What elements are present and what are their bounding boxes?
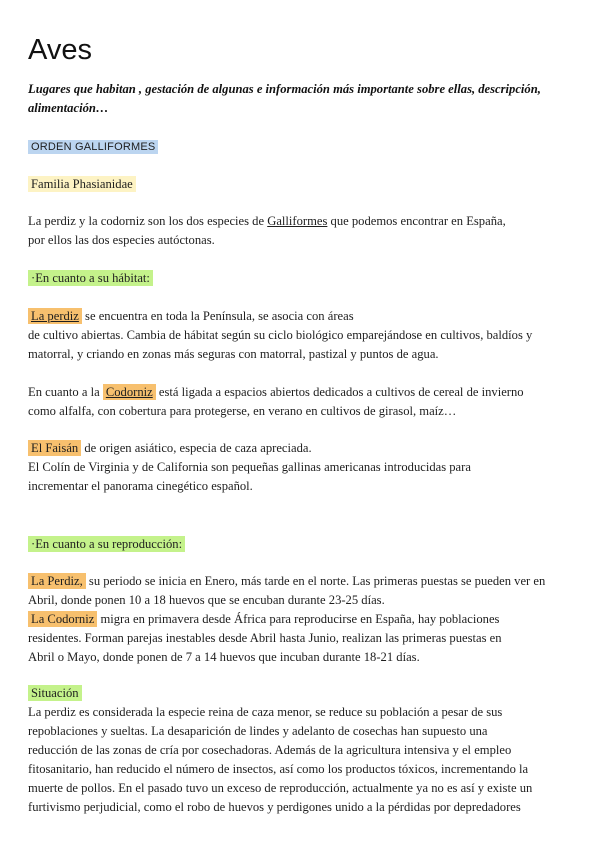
familia-label: Familia Phasianidae xyxy=(28,176,136,192)
faisan-text-3: incrementar el panorama cinegético español. xyxy=(28,479,253,493)
situacion-line: muerte de pollos. En el pasado tuvo un exceso de reproducción, actualmente ya no es así y existe un xyxy=(28,781,533,795)
familia-heading xyxy=(28,175,576,194)
reproduccion-heading-label: ·En cuanto a su reproducción: xyxy=(28,536,185,552)
faisan-text-2: El Colín de Virginia y de California son pequeñas gallinas americanas introducidas para xyxy=(28,460,471,474)
page-title: Aves xyxy=(28,34,92,66)
situacion-line: furtivismo perjudicial, como el robo de huevos y perdigones unido a la pérdidas por depredadores xyxy=(28,800,521,814)
repro-perdiz-label: La Perdiz, xyxy=(28,573,86,589)
habitat-heading-label: ·En cuanto a su hábitat: xyxy=(28,270,153,286)
orden-label: ORDEN GALLIFORMES xyxy=(28,140,158,154)
repro-codorniz-text-3: Abril o Mayo, donde ponen de 7 a 14 huevos que incuban durante 18-21 días. xyxy=(28,650,420,664)
repro-perdiz-text-2: Abril, donde ponen 10 a 18 huevos que se encuban durante 23-25 días. xyxy=(28,593,385,607)
situacion-line: La perdiz es considerada la especie reina de caza menor, se reduce su población a pesar de sus xyxy=(28,705,503,719)
habitat-faisan-paragraph xyxy=(28,439,576,496)
intro-paragraph xyxy=(28,212,576,250)
perdiz-text-2: de cultivo abiertas. Cambia de hábitat según su ciclo biológico emparejándose en cultivos, baldíos y xyxy=(28,328,533,342)
repro-codorniz-label: La Codorniz xyxy=(28,611,97,627)
situacion-line: reducción de las zonas de cría por cosechadoras. Además de la agricultura intensiva y el empleo xyxy=(28,743,512,757)
repro-codorniz-text-2: residentes. Forman parejas inestables desde Abril hasta Junio, realizan las primeras puestas en xyxy=(28,631,502,645)
intro-text-line2: por ellos las dos especies autóctonas. xyxy=(28,233,215,247)
faisan-label: El Faisán xyxy=(28,440,81,456)
reproduccion-paragraph xyxy=(28,572,576,667)
page-subtitle: Lugares que habitan , gestación de algunas e información más importante sobre ellas, descripción, alimentación… xyxy=(28,82,541,115)
perdiz-label: La perdiz xyxy=(28,308,82,324)
orden-heading xyxy=(28,137,576,157)
situacion-paragraph xyxy=(28,703,576,817)
situacion-heading-label: Situación xyxy=(28,685,82,701)
codorniz-text-2: como alfalfa, con cobertura para protegerse, en verano en cultivos de girasol, maíz… xyxy=(28,404,457,418)
galliformes-link[interactable]: Galliformes xyxy=(267,214,328,228)
situacion-line: repoblaciones y sueltas. La desaparición de lindes y adelanto de cosechas han supuesto una xyxy=(28,724,488,738)
codorniz-pre: En cuanto a la xyxy=(28,385,103,399)
perdiz-text-1: se encuentra en toda la Península, se asocia con áreas xyxy=(81,309,354,323)
habitat-perdiz-paragraph xyxy=(28,307,576,364)
perdiz-text-3: matorral, y criando en zonas más seguras con matorral, pastizal y puntos de agua. xyxy=(28,347,439,361)
situacion-heading xyxy=(28,684,576,703)
reproduccion-heading xyxy=(28,535,576,554)
intro-text-post: que podemos encontrar en España, xyxy=(327,214,506,228)
habitat-codorniz-paragraph xyxy=(28,383,576,421)
intro-text-pre: La perdiz y la codorniz son los dos especies de xyxy=(28,214,268,228)
repro-perdiz-text-1: su periodo se inicia en Enero, más tarde en el norte. Las primeras puestas se pueden ver en xyxy=(85,574,546,588)
codorniz-label: Codorniz xyxy=(103,384,156,400)
repro-codorniz-text-1: migra en primavera desde África para reproducirse en España, hay poblaciones xyxy=(97,612,500,626)
faisan-text-1: de origen asiático, especia de caza apreciada. xyxy=(81,441,312,455)
codorniz-text-1: está ligada a espacios abiertos dedicados a cultivos de cereal de invierno xyxy=(155,385,524,399)
habitat-heading xyxy=(28,269,576,288)
situacion-line: fitosanitario, han reducido el número de insectos, así como los productos tóxicos, incrementando la xyxy=(28,762,529,776)
